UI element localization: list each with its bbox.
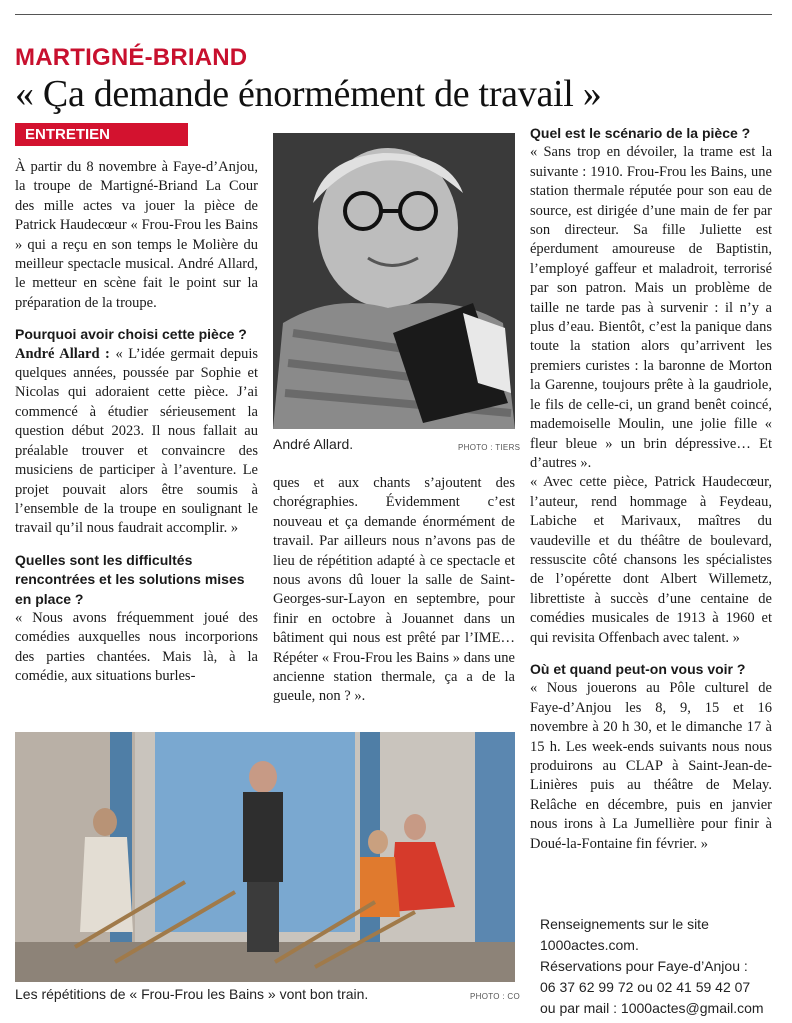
speaker: André Allard : — [15, 345, 110, 362]
column-3 — [530, 124, 772, 854]
portrait-illustration — [273, 133, 515, 429]
answer-3a: « Sans trop en dévoiler, la trame est la suivante : 1910. Frou-Frou les Bains, une station thermale réputée pour son eau de source, est dirigée d’une main de fer par son directeur. Sa fille Juliette est éperdument amoureuse de Baptistin, l’employé gaffeur et maladroit, terrorisé par son patron. Mais un problème de taille ne tarde pas à survenir : il n’y a plus d’eau. Bientôt, c’est la panique dans toute la station alors qu’arrivent les premiers curistes : la baronne de Morton la Garenne, toujours prête à la gaudriole, le fils de celle-ci, un grand benêt coincé, mademoiselle Moulin, une jolie fille « fleur bleue » un brin dépressive… Et d’autres ». — [530, 144, 772, 471]
rehearsal-credit: PHOTO : CO — [470, 992, 520, 1001]
portrait-credit: PHOTO : TIERS — [458, 443, 521, 452]
rehearsal-illustration — [15, 732, 515, 982]
answer-2-part1: « Nous avons fréquemment joué des comédies auxquelles nous incorporions des parties chantées. Mais là, à la comédie, aux situations burles- — [15, 609, 258, 685]
rehearsal-photo — [15, 732, 515, 982]
info-line-2: 1000actes.com. — [540, 937, 639, 953]
answer-3b: « Avec cette pièce, Patrick Haudecœur, l’auteur, rend hommage à Feydeau, Labiche et Marivaux, maîtres du vaudeville et du théâtre de boulevard, ressuscite côté chansons les spécialistes de l’opérette dont Albert Willemetz, librettiste à succès d’une centaine de comédies musicales de 1913 à 1960 et qui revisita Offenbach avec talent. » — [530, 474, 772, 646]
info-email: ou par mail : 1000actes@gmail.com — [540, 1000, 764, 1016]
rehearsal-caption: Les répétitions de « Frou-Frou les Bains » vont bon train. — [15, 986, 369, 1002]
info-box — [540, 914, 764, 1019]
info-line-3: Réservations pour Faye-d’Anjou : — [540, 958, 748, 974]
answer-1 — [15, 345, 258, 539]
section-tag: ENTRETIEN — [15, 123, 188, 146]
intro-paragraph: À partir du 8 novembre à Faye-d’Anjou, la troupe de Martigné-Briand La Cour des mille actes va jouer la pièce de Patrick Haudecœur « Frou-Frou les Bains » qui a reçu en son temps le Molière du meilleur spectacle musical. André Allard, le metteur en scène fait le point sur la préparation de la troupe. — [15, 159, 258, 311]
portrait-caption: André Allard. — [273, 436, 354, 452]
answer-4: « Nous jouerons au Pôle culturel de Faye-d’Anjou les 8, 9, 15 et 16 novembre à 20 h 30, et le dimanche 17 à 15 h. Les week-ends suivants nous nous produirons au CLAP à Saint-Jean-de-Linières puis au théâtre de Melay. Relâche en décembre, puis en janvier nous irons à La Jumellière pour finir à Doué-la-Fontaine fin février. » — [530, 680, 772, 852]
column-2 — [273, 474, 515, 707]
answer-1-text: « L’idée germait depuis quelques années, poussée par Sophie et Nicolas qui adoraient cette pièce. J’ai commencé à étudier sérieusement la question début 2023. Il nous fallait au préalable trouver et convaincre des musiciens de participer à l’aventure. Le projet pouvait alors être soumis à l’ensemble de la troupe en soulignant le travail qu’il nous faudrait accomplir. » — [15, 345, 259, 537]
info-phones: 06 37 62 99 72 ou 02 41 59 42 07 — [540, 979, 751, 995]
answer-2-part2: ques et aux chants s’ajoutent des chorégraphies. Évidemment c’est nouveau et ça demande énormément de travail. Par ailleurs nous n’avons pas de lieu de répétition adapté à ce spectacle et nous avons dû louer la salle de Saint-Georges-sur-Layon en septembre, pour finir en octobre à Jouannet dans un bâtiment qui nous est prêté par l’IME… Répéter « Frou-Frou les Bains » dans une ancienne station thermale, ça a de la gueule, non ? ». — [273, 475, 515, 705]
column-1 — [15, 158, 258, 687]
question-1: Pourquoi avoir choisi cette pièce ? — [15, 326, 247, 343]
top-rule — [15, 14, 772, 15]
portrait-photo — [273, 133, 515, 429]
kicker-location: MARTIGNÉ-BRIAND — [15, 44, 248, 71]
question-4: Où et quand peut-on vous voir ? — [530, 660, 746, 677]
info-line-1: Renseignements sur le site — [540, 916, 709, 932]
question-3: Quel est le scénario de la pièce ? — [530, 125, 751, 141]
headline: « Ça demande énormément de travail » — [15, 73, 602, 115]
question-2: Quelles sont les difficultés rencontrées et les solutions mises en place ? — [15, 551, 245, 607]
